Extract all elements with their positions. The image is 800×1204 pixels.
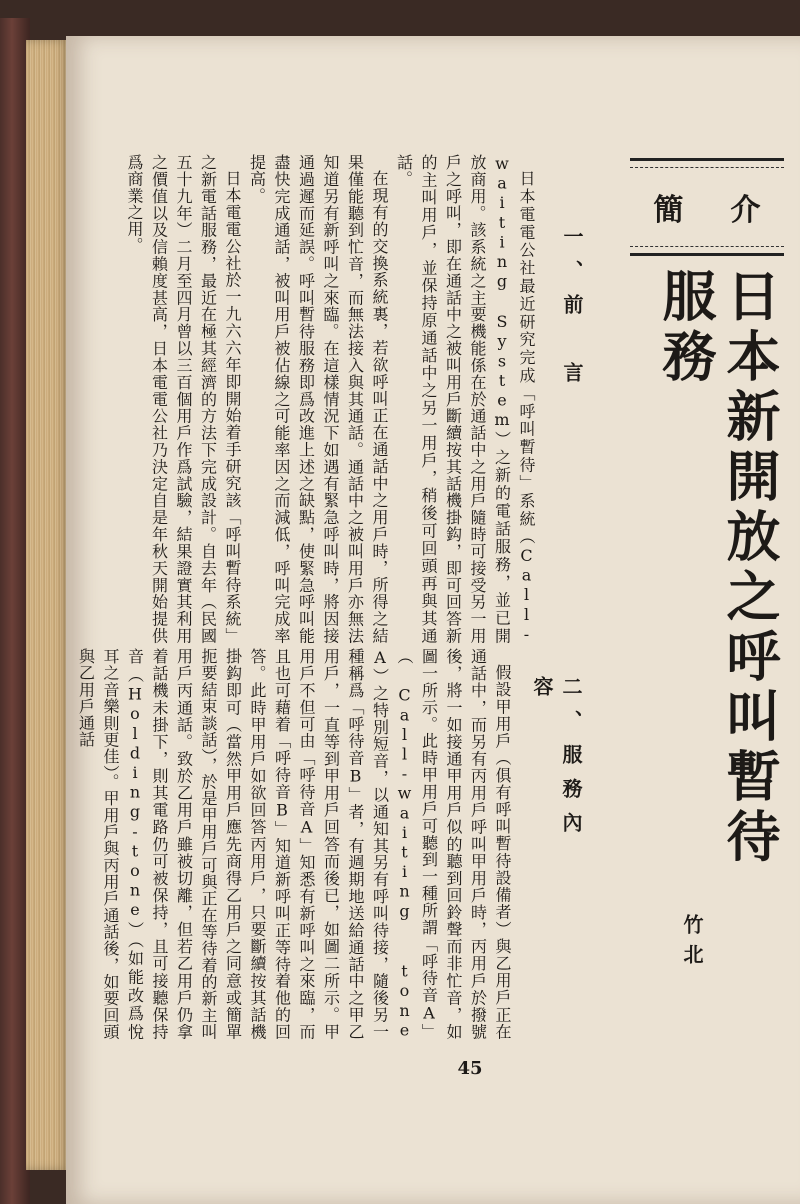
section-2-heading: 二、服務內容 [530,676,583,846]
section-badge [630,158,784,256]
section-1-paragraph-2: 在現有的交換系統裏，若欲呼叫正在通話中之用戶時，所得之結果僅能聽到忙音，而無法接入與其通話。通話中之被叫用戶亦無法知道另有新呼叫之來臨。在這樣情況下如遇有緊急呼叫時，將因接通過遲而延誤。呼叫暫待服務即爲改進上述之缺點，使緊急呼叫能盡快完成通話，被叫用戶被佔線之可能率因之而減低，呼叫完成率提高。 [247,154,389,644]
page-edges [26,40,70,1170]
section-2-paragraph-1: 假設甲用戶（俱有呼叫暫待設備者）與乙用戶正在通話中，而另有丙用戶呼叫甲用戶時，丙用戶於撥號後，將一如接通甲用戶似的聽到回鈴聲而非忙音，如圖一所示。此時甲用戶可聽到一種所謂「呼待音A」（Call-waiting tone A）之特別短音，以通知其另有呼叫待接，隨後另一種稱爲「呼待音B」者，有週期地送給通話中之甲乙用戶，一直等到甲用戶回答而後已，如圖二所示。甲用戶不但可由「呼待音A」知悉有新呼叫之來臨，而且也可藉着「呼待音B」知道新呼叫正等待着他的回答。此時甲用戶如欲回答丙用戶，只要斷續按其話機掛鈎即可（當然甲用戶應先商得乙用戶之同意或簡單扼要結束談話），於是甲用戶可與正在等待着的新主叫用戶丙通話。致於乙用戶雖被切離，但若乙用戶仍拿着話機未掛下，則其電路仍可被保持，且可接聽保持音（Holding-tone）（如能改爲悅耳之音樂則更佳）。甲用戶與丙用戶通話後，如要回頭與乙用戶通話 [76,648,512,1040]
badge-char-1: 簡 [653,193,684,228]
section-1-paragraph-1: 日本電電公社最近研究完成「呼叫暫待」系統（Call-waiting System）之新的電話服務，並已開放商用。該系統之主要機能係在於通話中之用戶隨時可接受另一用戶之呼叫，即在通話中之被叫用戶斷續按其話機掛鈎，即可回答新的主叫用戶，並保持原通話中之另一用戶，稍後可回頭再與其通話。 [394,154,536,644]
section-1-heading: 一、前 言 [560,226,584,396]
author-name: 竹北 [680,914,704,974]
badge-char-2: 介 [730,193,761,228]
page-number: 45 [457,1058,483,1079]
book-page [66,36,800,1204]
section-1-body [125,154,538,644]
section-1-paragraph-3: 日本電電公社於一九六六年即開始着手研究該「呼叫暫待系統」之新電話服務，最近在極其經濟的方法下完成設計。自去年（民國五十九年）二月至四月曾以三百個用戶作爲試驗，結果證實其利用之價值以及信賴度甚高，日本電電公社乃決定自是年秋天開始提供爲商業之用。 [125,154,242,644]
section-2-body [76,648,514,1040]
article-title: 日本新開放之呼叫暫待服務 [654,268,782,868]
